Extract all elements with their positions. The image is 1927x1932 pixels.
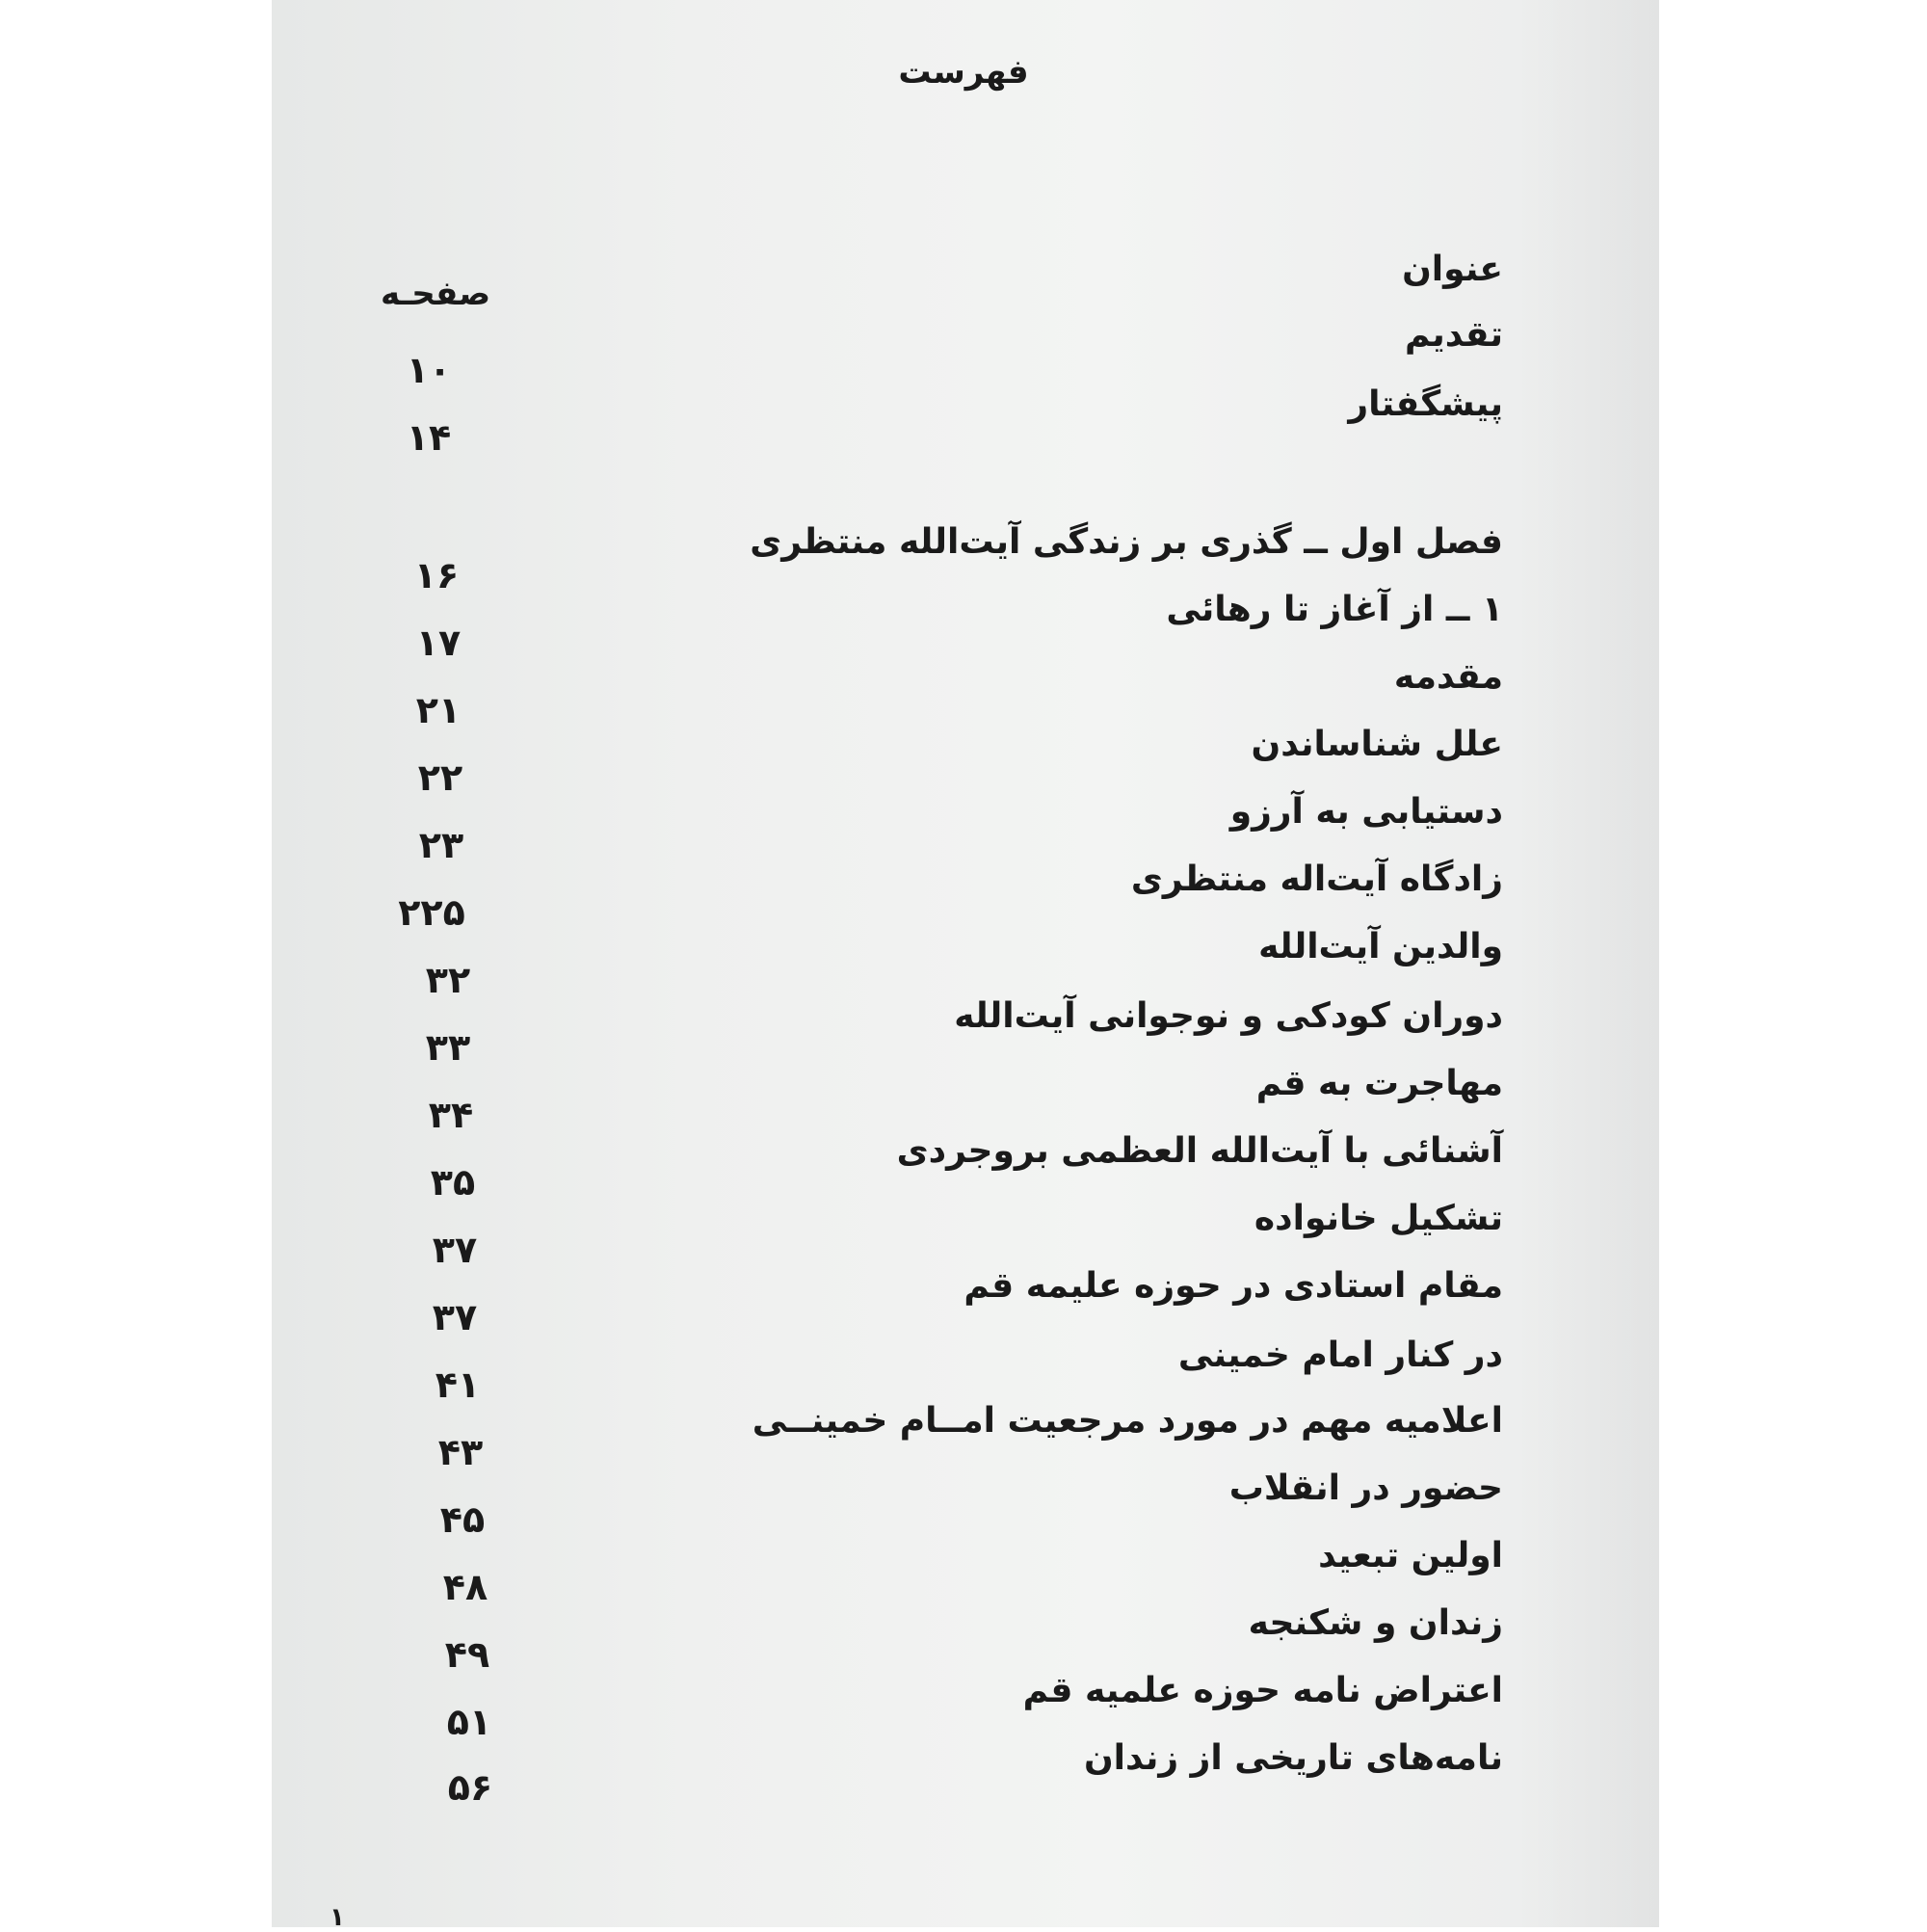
toc-entry: زادگاه آیت‌اله منتظری (1130, 860, 1503, 899)
toc-entry: تشکیل خانواده (1254, 1199, 1503, 1238)
toc-page-number: ۴۸ (442, 1566, 488, 1608)
toc-chapter-entry: فصل اول ــ گذری بر زندگی آیت‌الله منتظری (750, 522, 1503, 562)
toc-entry: در کنار امام خمینی (1177, 1336, 1503, 1375)
toc-entry: علل شناساندن (1251, 725, 1503, 764)
toc-page-number: ۱۷ (415, 622, 462, 664)
toc-page-number: ۱۰ (406, 349, 452, 391)
toc-page-number: ۵۶ (447, 1766, 493, 1809)
toc-entry: حضور در انقلاب (1228, 1469, 1503, 1508)
toc-page-number: ۳۷ (432, 1229, 478, 1271)
toc-entry: پیشگفتار (1348, 384, 1503, 424)
column-header-page: صفحـه (381, 275, 491, 313)
page-title: فهرست (898, 53, 1029, 92)
toc-entry: مهاجرت به قم (1255, 1064, 1503, 1103)
toc-entry: اعلامیه مهم در مورد مرجعیت امــام خمینــی (752, 1401, 1503, 1441)
toc-entry: دوران کودکی و نوجوانی آیت‌الله (954, 996, 1503, 1036)
toc-page-number: ۳۴ (428, 1094, 474, 1136)
toc-page-number: ۳۳ (425, 1026, 471, 1069)
toc-page-number: ۲۱ (415, 689, 462, 731)
toc-entry: نامه‌های تاریخی از زندان (1083, 1738, 1503, 1778)
toc-section-entry: ۱ ــ از آغاز تا رهائی (1166, 590, 1503, 629)
toc-page-number: ۳۷ (432, 1296, 478, 1338)
toc-entry: مقدمه (1393, 657, 1503, 697)
toc-page-number: ۴۹ (444, 1633, 490, 1676)
column-header-title: عنوان (1402, 250, 1503, 289)
toc-entry: مقام استادی در حوزه علیمه قم (964, 1266, 1503, 1306)
toc-entry: تقدیم (1405, 315, 1503, 355)
toc-page-number: ۳۲ (425, 959, 471, 1001)
toc-page-number: ۳۵ (430, 1161, 476, 1204)
toc-entry: والدین آیت‌الله (1258, 927, 1503, 966)
toc-entry: دستیابی به آرزو (1229, 792, 1503, 832)
toc-page-number: ۲۳ (418, 824, 464, 866)
toc-entry: اعتراض نامه حوزه علمیه قم (1022, 1671, 1503, 1710)
toc-page-number: ۵۱ (446, 1701, 492, 1743)
toc-page-number: ۱۴ (406, 416, 452, 459)
toc-page-number: ۴۵ (439, 1498, 486, 1541)
page-footer-mark: ۱ (330, 1903, 345, 1932)
toc-page-number: ۱۶ (413, 554, 460, 596)
toc-entry: اولین تبعید (1318, 1536, 1503, 1575)
toc-page-number: ۲۲ (417, 756, 463, 799)
toc-page-number: ۴۱ (435, 1363, 481, 1406)
toc-entry: زندان و شکنجه (1248, 1603, 1503, 1643)
toc-page-number: ۴۳ (437, 1431, 484, 1473)
toc-page-number: ۲۲۵ (398, 891, 465, 934)
toc-entry: آشنائی با آیت‌الله العظمی بروجردی (896, 1131, 1503, 1171)
